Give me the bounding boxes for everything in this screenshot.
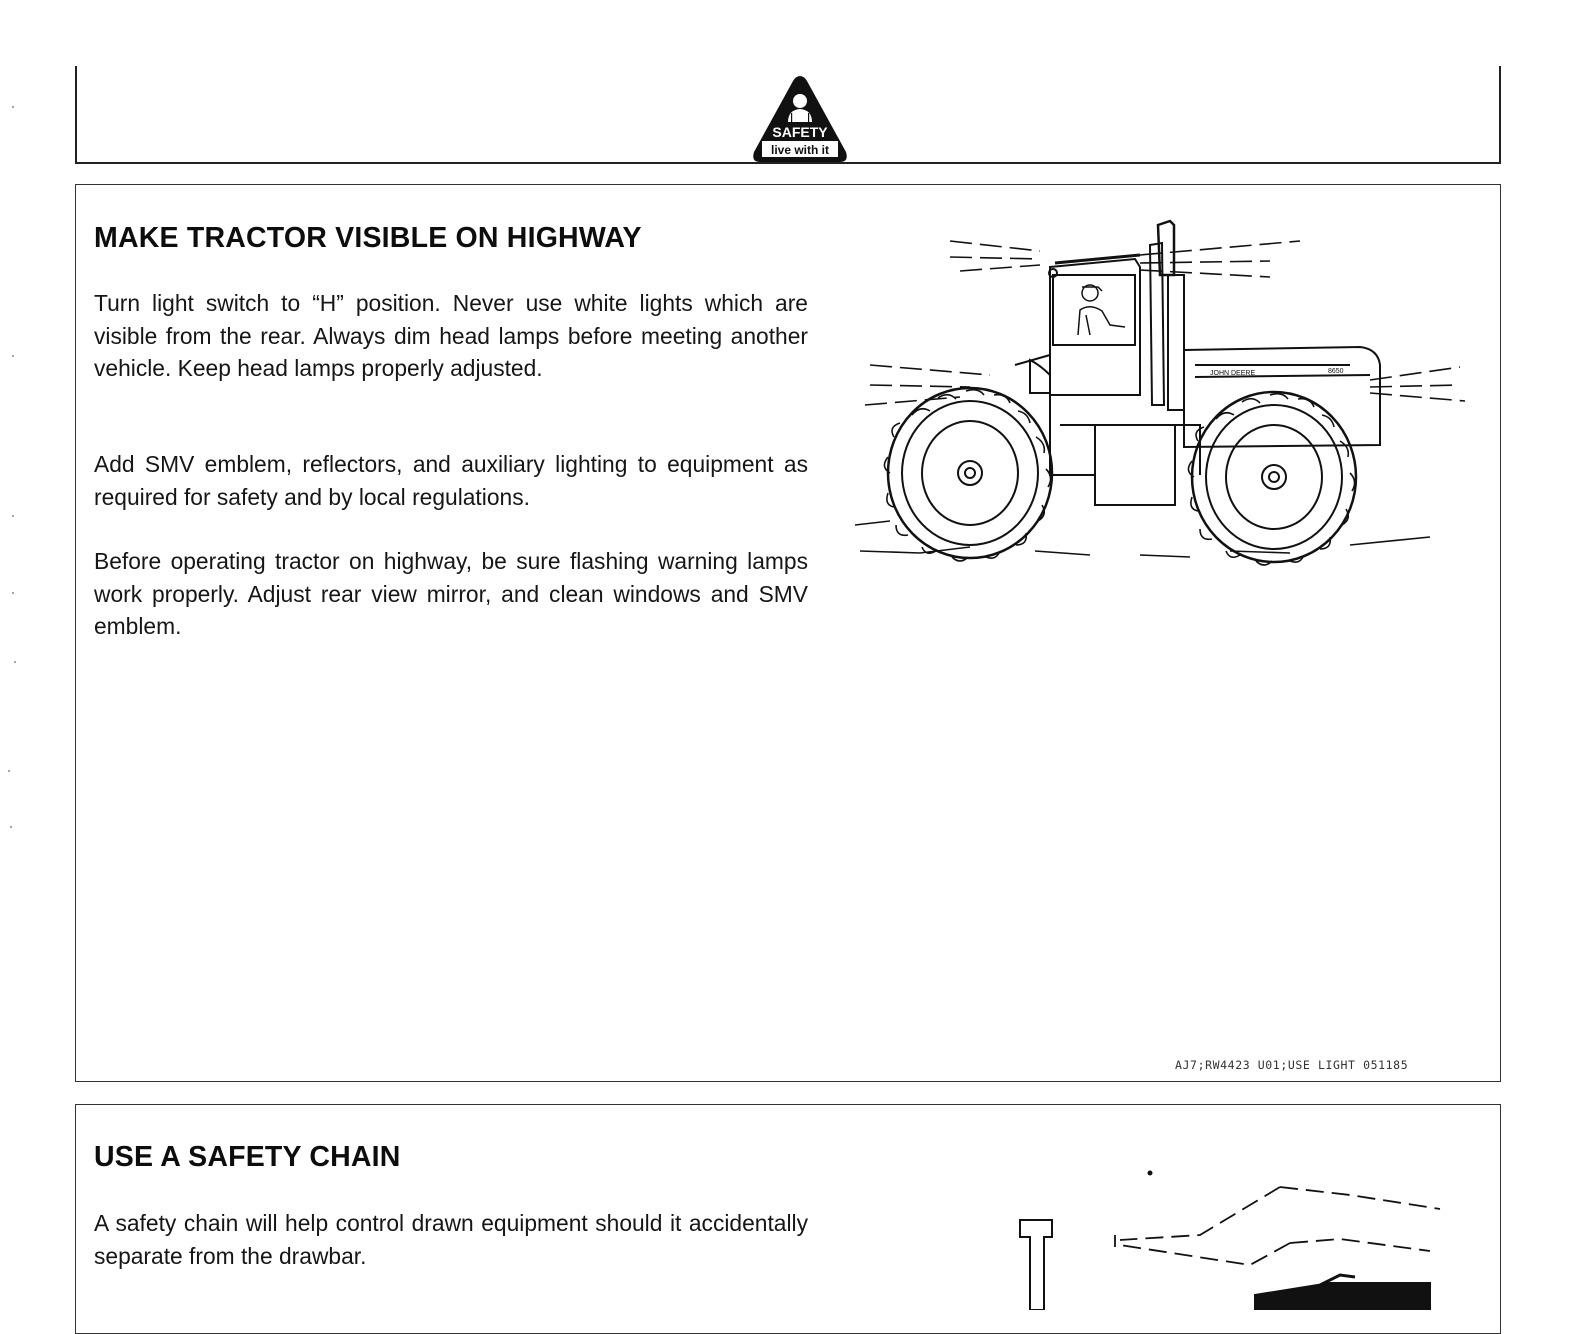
section1-paragraph-2: Add SMV emblem, reflectors, and auxiliary lighting to equipment as required for safety and by local regulations. bbox=[94, 451, 808, 510]
header-right-rule bbox=[1499, 66, 1501, 164]
margin-mark bbox=[14, 661, 16, 663]
section1-paragraph-3: Before operating tractor on highway, be sure flashing warning lamps work properly. Adjust rear view mirror, and clean windows and SMV emblem. bbox=[94, 548, 808, 639]
right-wheel bbox=[1188, 392, 1356, 565]
light-beams bbox=[865, 241, 1465, 405]
safety-alert-triangle-icon bbox=[748, 74, 852, 166]
safety-chain-hitch-illustration bbox=[1010, 1165, 1450, 1310]
section1-footer-code: AJ7;RW4423 U01;USE LIGHT 051185 bbox=[1175, 1058, 1409, 1072]
left-wheel bbox=[884, 388, 1052, 561]
safety-logo-line1: SAFETY bbox=[772, 124, 828, 140]
header-left-rule bbox=[75, 66, 77, 164]
margin-mark bbox=[12, 106, 14, 108]
margin-mark bbox=[12, 355, 14, 357]
hitch-pin bbox=[1020, 1220, 1052, 1310]
section1-title: MAKE TRACTOR VISIBLE ON HIGHWAY bbox=[94, 222, 642, 254]
tractor-frame bbox=[1050, 395, 1200, 505]
margin-mark bbox=[10, 826, 12, 828]
svg-text:JOHN DEERE: JOHN DEERE bbox=[1210, 370, 1256, 377]
drawbar-outline bbox=[1120, 1187, 1440, 1265]
margin-mark bbox=[12, 592, 14, 594]
exhaust-stacks bbox=[1150, 221, 1184, 410]
tractor-cab bbox=[1049, 255, 1140, 395]
operator-figure bbox=[1078, 285, 1125, 335]
safety-logo-line2: live with it bbox=[770, 143, 830, 157]
margin-mark bbox=[8, 770, 10, 772]
section2-paragraph-1: A safety chain will help control drawn equipment should it accidentally separate from the drawbar. bbox=[94, 1210, 808, 1269]
tractor-with-lights-illustration bbox=[850, 215, 1470, 575]
section2-title: USE A SAFETY CHAIN bbox=[94, 1141, 401, 1173]
section1-paragraph-1: Turn light switch to “H” position. Never use white lights which are visible from the rear. Always dim head lamps before meeting another vehicle. Keep head lamps properly adjusted. bbox=[94, 290, 808, 381]
svg-text:8650: 8650 bbox=[1328, 368, 1344, 375]
safety-logo bbox=[748, 74, 852, 166]
margin-mark bbox=[12, 515, 14, 517]
